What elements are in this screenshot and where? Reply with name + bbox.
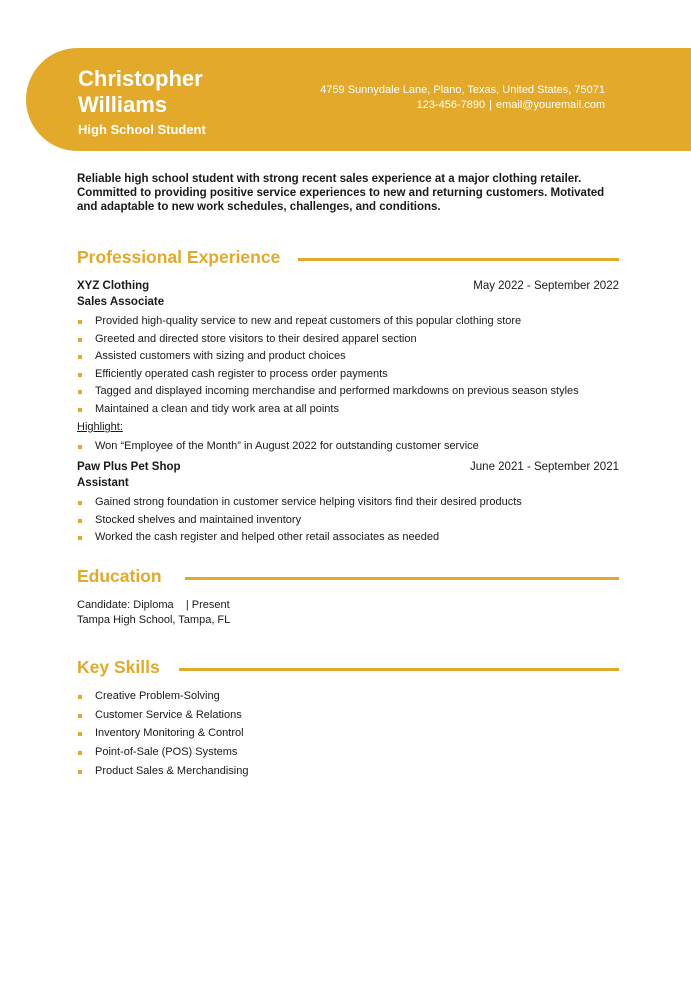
list-item-text: Gained strong foundation in customer service helping visitors find their desired products bbox=[95, 496, 522, 508]
list-item bbox=[77, 512, 622, 530]
list-item bbox=[77, 348, 622, 366]
job-highlights bbox=[77, 438, 622, 456]
list-item-text: Creative Problem-Solving bbox=[95, 690, 220, 702]
bullet-square-icon bbox=[78, 770, 82, 774]
list-item-text: Inventory Monitoring & Control bbox=[95, 727, 244, 740]
bullet-square-icon bbox=[78, 501, 82, 505]
job-header bbox=[77, 461, 619, 473]
bullet-square-icon bbox=[78, 536, 82, 540]
list-item-text: Product Sales & Merchandising bbox=[95, 764, 249, 777]
job-role: Sales Associate bbox=[77, 296, 165, 308]
list-item-text: Greeted and directed store visitors to their desired apparel section bbox=[95, 332, 417, 345]
list-item-text: Tagged and displayed incoming merchandise and performed markdowns on previous season styles bbox=[95, 385, 579, 397]
phone: 123-456-7890 bbox=[416, 99, 486, 111]
highlight-label-text: Highlight bbox=[77, 421, 120, 433]
section-divider bbox=[185, 577, 619, 580]
skills-list bbox=[77, 687, 622, 780]
bullet-square-icon bbox=[78, 695, 82, 699]
contact-info bbox=[320, 83, 605, 113]
list-item bbox=[77, 743, 622, 762]
list-item-text: Maintained a clean and tidy work area at all points bbox=[95, 402, 339, 415]
list-item bbox=[77, 529, 622, 547]
list-item-text: Customer Service & Relations bbox=[95, 708, 242, 721]
address: 4759 Sunnydale Lane, Plano, Texas, United States, 75071 bbox=[320, 84, 605, 96]
bullet-square-icon bbox=[78, 519, 82, 523]
list-item bbox=[77, 383, 622, 401]
section-divider bbox=[179, 668, 619, 671]
bullet-square-icon bbox=[78, 355, 82, 359]
list-item bbox=[77, 494, 622, 512]
bullet-square-icon bbox=[78, 390, 82, 394]
list-item-text: Point-of-Sale (POS) Systems bbox=[95, 746, 238, 759]
section-title-experience: Professional Experience bbox=[77, 247, 281, 267]
section-title-education: Education bbox=[77, 566, 162, 586]
phone-email-line bbox=[320, 98, 605, 113]
list-item-text: Efficiently operated cash register to process order payments bbox=[95, 367, 388, 380]
list-item bbox=[77, 313, 622, 331]
highlight-label bbox=[77, 421, 123, 433]
bullet-square-icon bbox=[78, 320, 82, 324]
bullet-square-icon bbox=[78, 373, 82, 377]
job-company: XYZ Clothing bbox=[77, 280, 150, 292]
list-item bbox=[77, 762, 622, 781]
job-duties bbox=[77, 313, 622, 418]
education-section-header bbox=[77, 566, 619, 590]
list-item-text: Provided high-quality service to new and repeat customers of this popular clothing store bbox=[95, 315, 522, 327]
highlight-colon: : bbox=[119, 421, 123, 433]
email: email@youremail.com bbox=[496, 99, 605, 111]
bullet-square-icon bbox=[78, 445, 82, 449]
job-dates: May 2022 - September 2022 bbox=[473, 280, 619, 292]
section-divider bbox=[298, 258, 619, 261]
first-name: Christopher bbox=[78, 66, 203, 91]
list-item bbox=[77, 438, 622, 456]
candidate-name bbox=[78, 66, 203, 118]
candidate-subtitle: High School Student bbox=[78, 122, 206, 137]
skills-section-header bbox=[77, 657, 619, 681]
list-item bbox=[77, 366, 622, 384]
contact-separator: | bbox=[489, 99, 493, 111]
list-item bbox=[77, 331, 622, 349]
job-company: Paw Plus Pet Shop bbox=[77, 461, 181, 473]
education-degree: Candidate: Diploma | Present bbox=[77, 599, 230, 611]
list-item bbox=[77, 401, 622, 419]
list-item-text: Won “Employee of the Month” in August 2022 for outstanding customer service bbox=[95, 440, 479, 452]
job-dates: June 2021 - September 2021 bbox=[470, 461, 619, 473]
list-item-text: Stocked shelves and maintained inventory bbox=[95, 513, 302, 526]
experience-section-header bbox=[77, 247, 619, 271]
job-role: Assistant bbox=[77, 477, 129, 489]
bullet-square-icon bbox=[78, 751, 82, 755]
bullet-square-icon bbox=[78, 408, 82, 412]
job-header bbox=[77, 280, 619, 292]
education-school: Tampa High School, Tampa, FL bbox=[77, 614, 231, 626]
resume-header bbox=[26, 48, 691, 151]
bullet-square-icon bbox=[78, 714, 82, 718]
list-item-text: Assisted customers with sizing and product choices bbox=[95, 350, 346, 362]
section-title-skills: Key Skills bbox=[77, 657, 160, 677]
bullet-square-icon bbox=[78, 732, 82, 736]
bullet-square-icon bbox=[78, 338, 82, 342]
summary: Reliable high school student with strong recent sales experience at a major clothing retailer. Committed to providing positive service experiences to new and returning customers. Motivated and adaptable to new work schedules, challenges, and conditions. bbox=[77, 173, 605, 213]
job-duties bbox=[77, 494, 622, 547]
list-item-text: Worked the cash register and helped other retail associates as needed bbox=[95, 531, 440, 543]
list-item bbox=[77, 724, 622, 743]
last-name: Williams bbox=[78, 92, 168, 117]
list-item bbox=[77, 706, 622, 725]
list-item bbox=[77, 687, 622, 706]
